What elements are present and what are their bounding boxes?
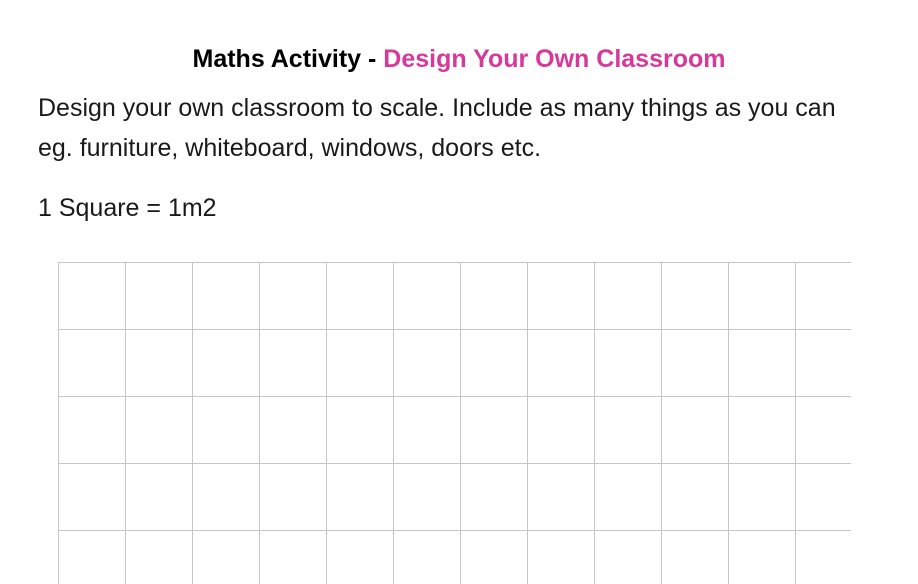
grid-cell[interactable] (729, 397, 796, 464)
grid-cell[interactable] (193, 397, 260, 464)
grid-cell[interactable] (595, 397, 662, 464)
grid-cell[interactable] (126, 263, 193, 330)
grid-cell[interactable] (528, 330, 595, 397)
grid-cell[interactable] (193, 263, 260, 330)
grid-paper-area (58, 262, 851, 584)
grid-cell[interactable] (796, 397, 852, 464)
grid-cell[interactable] (126, 330, 193, 397)
grid-row (59, 531, 852, 584)
grid-cell[interactable] (796, 531, 852, 584)
grid-cell[interactable] (662, 531, 729, 584)
grid-row (59, 397, 852, 464)
grid-cell[interactable] (193, 531, 260, 584)
page-title-accent: Design Your Own Classroom (383, 45, 726, 73)
grid-cell[interactable] (729, 263, 796, 330)
grid-cell[interactable] (260, 330, 327, 397)
grid-cell[interactable] (729, 330, 796, 397)
grid-cell[interactable] (260, 263, 327, 330)
grid-cell[interactable] (729, 464, 796, 531)
grid-cell[interactable] (59, 464, 126, 531)
grid-cell[interactable] (59, 531, 126, 584)
grid-cell[interactable] (461, 263, 528, 330)
grid-cell[interactable] (193, 464, 260, 531)
grid-cell[interactable] (528, 464, 595, 531)
grid-cell[interactable] (796, 263, 852, 330)
grid-cell[interactable] (595, 330, 662, 397)
grid-cell[interactable] (662, 397, 729, 464)
grid-cell[interactable] (528, 397, 595, 464)
grid-cell[interactable] (662, 263, 729, 330)
grid-cell[interactable] (126, 464, 193, 531)
grid-cell[interactable] (59, 397, 126, 464)
grid-cell[interactable] (461, 397, 528, 464)
grid-row (59, 263, 852, 330)
grid-cell[interactable] (528, 531, 595, 584)
grid-row (59, 464, 852, 531)
grid-cell[interactable] (394, 464, 461, 531)
page-title-plain: Maths Activity - (192, 45, 384, 73)
grid-cell[interactable] (461, 330, 528, 397)
grid-cell[interactable] (327, 531, 394, 584)
grid-cell[interactable] (126, 397, 193, 464)
grid-cell[interactable] (394, 330, 461, 397)
grid-cell[interactable] (595, 263, 662, 330)
grid-cell[interactable] (260, 531, 327, 584)
grid-body (59, 263, 852, 584)
grid-cell[interactable] (461, 531, 528, 584)
grid-cell[interactable] (461, 464, 528, 531)
grid-cell[interactable] (260, 464, 327, 531)
grid-cell[interactable] (327, 263, 394, 330)
grid-cell[interactable] (59, 330, 126, 397)
page-title (0, 0, 918, 74)
grid-cell[interactable] (662, 330, 729, 397)
grid-cell[interactable] (394, 531, 461, 584)
grid-table (58, 262, 851, 584)
grid-cell[interactable] (528, 263, 595, 330)
grid-cell[interactable] (193, 330, 260, 397)
grid-cell[interactable] (595, 464, 662, 531)
grid-cell[interactable] (260, 397, 327, 464)
grid-cell[interactable] (595, 531, 662, 584)
grid-cell[interactable] (729, 531, 796, 584)
scale-note-text: 1 Square = 1m2 (38, 194, 217, 222)
grid-cell[interactable] (327, 330, 394, 397)
instructions-text: Design your own classroom to scale. Include as many things as you can eg. furniture, whiteboard, windows, doors etc. (38, 94, 836, 162)
grid-cell[interactable] (394, 397, 461, 464)
grid-cell[interactable] (394, 263, 461, 330)
grid-cell[interactable] (59, 263, 126, 330)
grid-cell[interactable] (796, 330, 852, 397)
grid-cell[interactable] (126, 531, 193, 584)
grid-cell[interactable] (796, 464, 852, 531)
grid-cell[interactable] (662, 464, 729, 531)
grid-cell[interactable] (327, 397, 394, 464)
grid-row (59, 330, 852, 397)
grid-cell[interactable] (327, 464, 394, 531)
